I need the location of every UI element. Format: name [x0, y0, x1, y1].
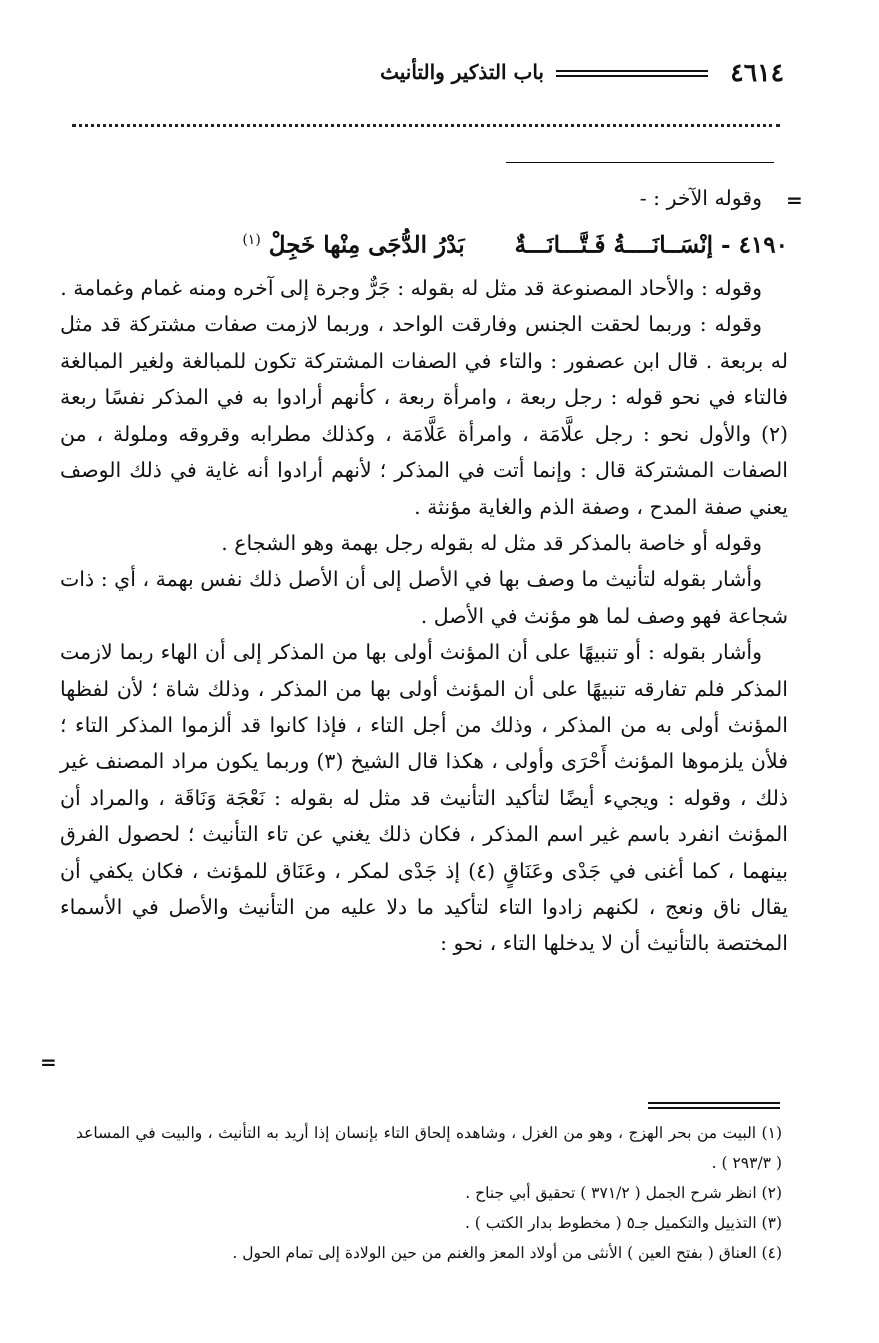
chapter-title: باب التذكير والتأنيث — [380, 60, 544, 84]
paragraph: وقوله : والأحاد المصنوعة قد مثل له بقوله : جَرٌّ وجرة إلى آخره ومنه غمام وغمامة . — [60, 276, 762, 301]
footnote-item: (٢) انظر شرح الجمل ( ٣٧١/٢ ) تحقيق أبي جناح . — [465, 1184, 782, 1202]
page-number: ٤٦١٤ — [730, 58, 784, 87]
paragraph: وقوله : وربما لحقت الجنس وفارقت الواحد ، وربما لازمت صفات مشتركة قد مثل له بربعة . قال ابن عصفور : والتاء في الصفات المشتركة تكون للمبالغة ولغير المبالغة فالتاء في نحو قوله : رجل ربعة ، وامرأة ربعة ، كأنهم أرادوا به في المذكر نفسًا ربعة (٢) والأول نحو : رجل علَّامَة ، وامرأة عَلَّامَة ، وكذلك مطرابه وقروقه وملولة ، من الصفات المشتركة قال : وإنما أتت في المذكر ؛ لأنهم أرادوا أنه غاية في ذلك الوصف يعني صفة المدح ، وصفة الذم والغاية مؤنثة . — [60, 312, 788, 519]
main-text — [60, 180, 788, 962]
paragraph: وأشار بقوله لتأنيث ما وصف بها في الأصل إلى أن الأصل ذلك نفس بهمة ، أي : ذات شجاعة فهو وصف لما هو مؤنث في الأصل . — [60, 567, 788, 628]
intro-line: وقوله الآخر : - — [639, 186, 762, 210]
paragraph: وأشار بقوله : أو تنبيهًا على أن المؤنث أولى بها من المذكر إلى أن الهاء ربما لازمت المذكر فلم تفارقه تنبيهًا على أن المؤنث أولى بها من المذكر ، وذلك شاة ؛ لأن لفظها المؤنث أولى به من المذكر ، وذلك من أجل التاء ، فإذا كانوا قد ألزموا المذكر التاء ؛ فلأن يلزموها المؤنث أَحْرَى وأولى ، هكذا قال الشيخ (٣) وربما يكون مراد المصنف غير ذلك ، وقوله : ويجيء أيضًا لتأكيد التأنيث قد مثل له بقوله : نَعْجَة وَنَاقَة ، والمراد أن المؤنث انفرد باسم غير اسم المذكر ، فكان ذلك يغني عن تاء التأنيث ؛ لحصول الفرق بينهما ، كما أغنى في جَدْى وعَنَاقٍ (٤) إذ جَدْى لمكر ، وعَنَاق للمؤنث ، فكان يكفي أن يقال ناق ونعج ، لكنهم زادوا التاء لتأكيد ما دلا عليه من التأنيث والأصل في الأسماء المختصة بالتأنيث أن لا يدخلها التاء ، نحو : — [60, 640, 788, 956]
verse-first-hemistich: إنْسَــانَــــةُ فَـتَّـــانَـــةٌ — [514, 232, 713, 260]
footnote-item: (٤) العناق ( بفتح العين ) الأنثى من أولاد المعز والغنم من حين الولادة إلى تمام الحول . — [232, 1244, 782, 1262]
continuation-mark-bottom: = — [40, 1050, 57, 1074]
verse-footnote-ref: (١) — [242, 232, 261, 249]
header-double-rule — [556, 70, 708, 77]
footnotes — [76, 1118, 782, 1268]
continuation-mark-top: = — [786, 188, 803, 212]
running-header — [60, 56, 784, 96]
footnote-item: (١) البيت من بحر الهزج ، وهو من الغزل ، وشاهده إلحاق التاء بإنسان إذا أريد به التأنيث ، والبيت في المساعد ( ٢٩٣/٣ ) . — [76, 1124, 782, 1172]
verse-second-hemistich: بَدْرُ الدُّجَى مِنْها خَجِلْ — [268, 232, 465, 260]
section-rule — [506, 162, 774, 163]
dotted-separator — [72, 124, 780, 135]
verse-number: ٤١٩٠ - — [721, 232, 788, 260]
footnote-item: (٣) التذييل والتكميل جـ٥ ( مخطوط بدار الكتب ) . — [464, 1214, 782, 1232]
poetry-verse — [60, 216, 788, 270]
paragraph: وقوله أو خاصة بالمذكر قد مثل له بقوله رجل بهمة وهو الشجاع . — [221, 530, 762, 555]
footnote-rule — [648, 1102, 780, 1109]
